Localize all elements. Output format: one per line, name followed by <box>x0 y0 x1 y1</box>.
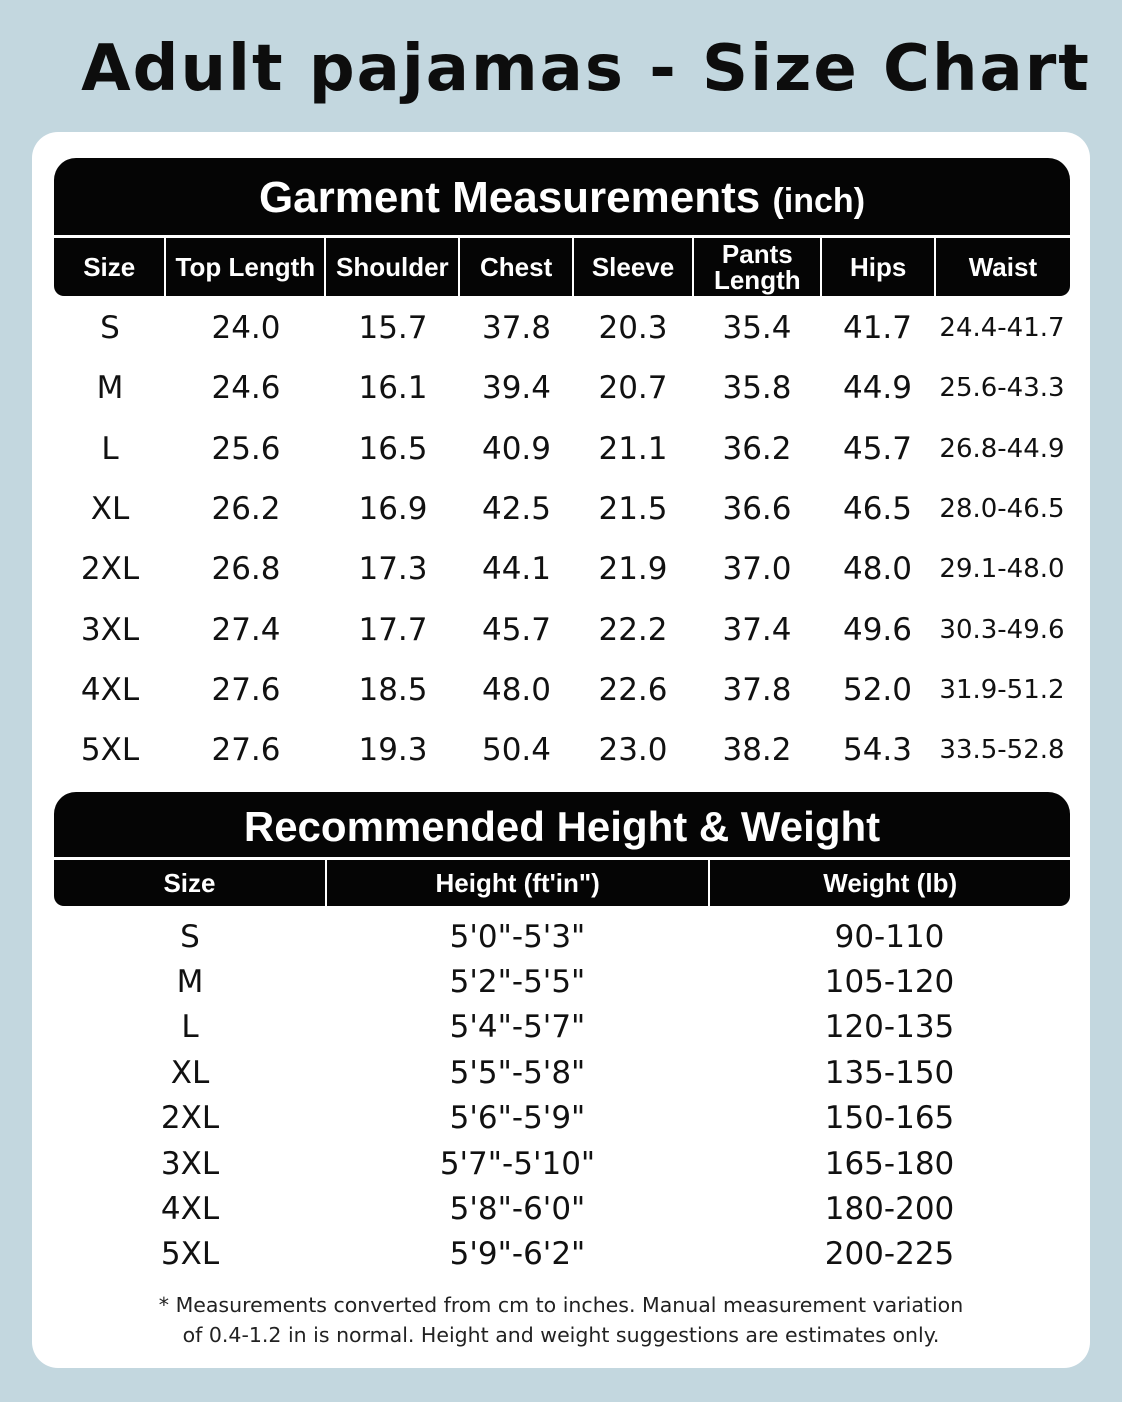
cell-waist: 31.9-51.2 <box>939 674 1065 705</box>
cell-chest: 42.5 <box>481 491 552 528</box>
garment-table-header <box>54 236 1070 296</box>
recommended-table-header <box>54 858 1070 906</box>
cell-shoulder: 16.1 <box>358 370 428 407</box>
table-row <box>54 358 1070 418</box>
cell-hips: 49.6 <box>842 611 913 648</box>
cell-size: 5XL <box>80 732 140 769</box>
cell-top-length: 27.4 <box>211 611 281 648</box>
cell-pants-length: 36.2 <box>722 430 792 467</box>
cell-shoulder: 15.7 <box>358 310 428 347</box>
cell-size: 4XL <box>80 671 140 708</box>
column-header-pants-length: Pants Length <box>692 238 820 296</box>
cell-shoulder: 18.5 <box>358 671 428 708</box>
cell-waist: 25.6-43.3 <box>939 373 1065 404</box>
cell-weight: 200-225 <box>824 1236 955 1273</box>
column-header-size: Size <box>83 252 136 282</box>
cell-waist: 33.5-52.8 <box>939 735 1065 766</box>
cell-weight: 150-165 <box>824 1100 955 1137</box>
table-row <box>54 1232 1070 1277</box>
table-row <box>54 1096 1070 1141</box>
cell-sleeve: 21.1 <box>598 430 668 467</box>
cell-sleeve: 21.5 <box>598 491 668 528</box>
cell-size: 3XL <box>160 1145 220 1182</box>
table-row <box>54 419 1070 479</box>
cell-hips: 46.5 <box>842 491 913 528</box>
cell-size: M <box>96 370 124 407</box>
cell-weight: 90-110 <box>834 918 945 955</box>
table-row <box>54 720 1070 780</box>
cell-pants-length: 35.8 <box>722 370 792 407</box>
column-header-hips: Hips <box>820 238 933 296</box>
column-header-chest: Chest <box>458 238 571 296</box>
table-row <box>54 1186 1070 1231</box>
cell-height: 5'9"-6'2" <box>449 1236 586 1273</box>
footnote-line-2: of 0.4-1.2 in is normal. Height and weight suggestions are estimates only. <box>182 1323 940 1347</box>
cell-waist: 29.1-48.0 <box>939 554 1065 585</box>
cell-size: S <box>180 918 200 955</box>
cell-height: 5'6"-5'9" <box>449 1100 586 1137</box>
cell-size: L <box>181 1009 199 1046</box>
cell-chest: 45.7 <box>481 611 552 648</box>
table-row <box>54 298 1070 358</box>
cell-sleeve: 20.7 <box>598 370 668 407</box>
size-chart-card <box>32 132 1090 1368</box>
garment-table-body <box>54 298 1070 780</box>
cell-size: 4XL <box>160 1191 220 1228</box>
cell-sleeve: 22.2 <box>598 611 668 648</box>
cell-height: 5'7"-5'10" <box>439 1145 596 1182</box>
cell-hips: 44.9 <box>842 370 913 407</box>
column-header-size: Size <box>163 868 216 898</box>
cell-sleeve: 22.6 <box>598 671 668 708</box>
garment-heading-text: Garment Measurements <box>258 173 761 222</box>
table-row <box>54 1050 1070 1095</box>
cell-waist: 26.8-44.9 <box>939 433 1065 464</box>
cell-weight: 180-200 <box>824 1191 955 1228</box>
cell-shoulder: 19.3 <box>358 732 428 769</box>
table-row <box>54 914 1070 959</box>
cell-pants-length: 37.4 <box>722 611 792 648</box>
cell-weight: 120-135 <box>824 1009 955 1046</box>
cell-pants-length: 36.6 <box>722 491 792 528</box>
cell-waist: 30.3-49.6 <box>939 614 1065 645</box>
cell-pants-length: 37.8 <box>722 671 792 708</box>
cell-size: 2XL <box>80 551 140 588</box>
cell-size: 3XL <box>80 611 140 648</box>
cell-shoulder: 16.9 <box>358 491 428 528</box>
cell-sleeve: 21.9 <box>598 551 668 588</box>
garment-measurements-heading <box>54 158 1070 235</box>
recommended-table-body <box>54 914 1070 1277</box>
cell-waist: 24.4-41.7 <box>939 313 1065 344</box>
column-header-weight: Weight (lb) <box>708 860 1070 906</box>
cell-height: 5'0"-5'3" <box>449 918 586 955</box>
cell-top-length: 24.0 <box>211 310 281 347</box>
cell-pants-length: 35.4 <box>722 310 792 347</box>
cell-pants-length: 37.0 <box>722 551 792 588</box>
cell-hips: 52.0 <box>842 671 913 708</box>
cell-hips: 54.3 <box>842 732 913 769</box>
table-row <box>54 1005 1070 1050</box>
column-header-top-length: Top Length <box>164 238 324 296</box>
cell-weight: 135-150 <box>824 1054 955 1091</box>
table-row <box>54 539 1070 599</box>
cell-chest: 40.9 <box>481 430 552 467</box>
cell-hips: 41.7 <box>842 310 913 347</box>
cell-size: 5XL <box>160 1236 220 1273</box>
cell-height: 5'2"-5'5" <box>449 964 586 1001</box>
cell-hips: 45.7 <box>842 430 913 467</box>
garment-heading-unit: (inch) <box>772 182 866 220</box>
cell-size: M <box>176 964 204 1001</box>
page-title: Adult pajamas - Size Chart <box>81 32 1091 106</box>
cell-sleeve: 23.0 <box>598 732 668 769</box>
cell-height: 5'5"-5'8" <box>449 1054 586 1091</box>
cell-top-length: 27.6 <box>211 671 281 708</box>
cell-size: XL <box>90 491 130 528</box>
cell-shoulder: 16.5 <box>358 430 428 467</box>
cell-shoulder: 17.3 <box>358 551 428 588</box>
column-header-shoulder: Shoulder <box>324 238 458 296</box>
cell-chest: 39.4 <box>481 370 552 407</box>
cell-weight: 105-120 <box>824 964 955 1001</box>
cell-top-length: 27.6 <box>211 732 281 769</box>
cell-chest: 48.0 <box>481 671 552 708</box>
cell-size: L <box>101 430 119 467</box>
cell-top-length: 24.6 <box>211 370 281 407</box>
cell-shoulder: 17.7 <box>358 611 428 648</box>
cell-top-length: 25.6 <box>211 430 281 467</box>
column-header-sleeve: Sleeve <box>572 238 692 296</box>
cell-sleeve: 20.3 <box>598 310 668 347</box>
cell-chest: 37.8 <box>481 310 552 347</box>
column-header-height: Height (ft'in") <box>325 860 708 906</box>
cell-hips: 48.0 <box>842 551 913 588</box>
table-row <box>54 1141 1070 1186</box>
column-header-waist: Waist <box>934 238 1070 296</box>
table-row <box>54 959 1070 1004</box>
cell-pants-length: 38.2 <box>722 732 792 769</box>
cell-size: S <box>100 310 120 347</box>
cell-chest: 44.1 <box>481 551 552 588</box>
cell-size: XL <box>170 1054 210 1091</box>
recommended-heading: Recommended Height & Weight <box>54 792 1070 857</box>
cell-weight: 165-180 <box>824 1145 955 1182</box>
footnote <box>32 1290 1090 1350</box>
cell-top-length: 26.2 <box>211 491 281 528</box>
cell-chest: 50.4 <box>481 732 552 769</box>
cell-height: 5'4"-5'7" <box>449 1009 586 1046</box>
table-row <box>54 599 1070 659</box>
table-row <box>54 660 1070 720</box>
cell-height: 5'8"-6'0" <box>449 1191 586 1228</box>
cell-size: 2XL <box>160 1100 220 1137</box>
cell-top-length: 26.8 <box>211 551 281 588</box>
cell-waist: 28.0-46.5 <box>939 494 1065 525</box>
footnote-line-1: * Measurements converted from cm to inches. Manual measurement variation <box>158 1293 964 1317</box>
table-row <box>54 479 1070 539</box>
